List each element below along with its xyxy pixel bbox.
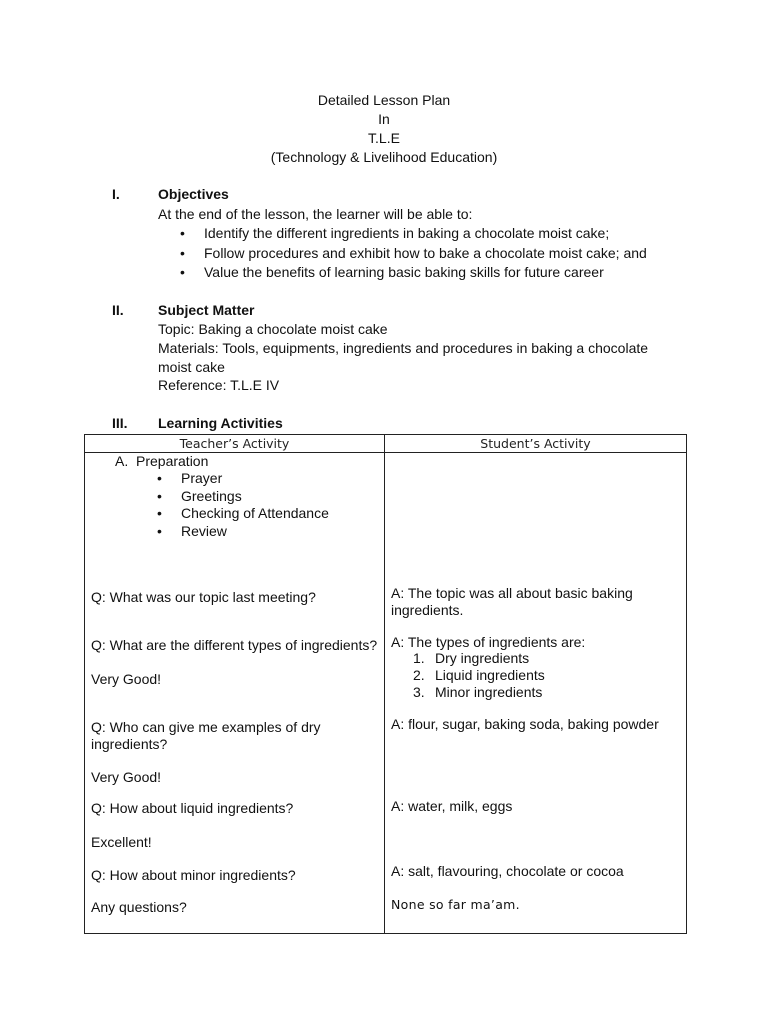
subject-reference: Reference: T.L.E IV [158, 377, 280, 393]
teacher-question: Q: How about liquid ingredients? [91, 800, 294, 816]
section-number-objectives: I. [112, 186, 120, 202]
ingredient-type-item: 1. Dry ingredients [413, 650, 530, 666]
student-answer: A: water, milk, eggs [391, 798, 513, 814]
ingredient-type-item: 2. Liquid ingredients [413, 667, 545, 683]
objectives-list [180, 224, 647, 283]
teacher-praise: Very Good! [91, 769, 162, 785]
section-title-objectives: Objectives [158, 186, 229, 202]
preparation-label: A. [115, 453, 129, 469]
objective-item: • Identify the different ingredients in baking a chocolate moist cake; [180, 224, 647, 244]
teacher-question: Q: What are the different types of ingredients? [91, 637, 378, 653]
title-line-1: Detailed Lesson Plan [317, 92, 451, 108]
title-line-3: T.L.E [368, 130, 400, 146]
section-number-subject-matter: II. [112, 302, 124, 318]
student-answer-cont: ingredients. [391, 602, 464, 618]
preparation-item: • Review [157, 523, 329, 541]
teacher-question: Any questions? [91, 899, 187, 915]
preparation-item: • Prayer [157, 470, 329, 488]
teacher-question-cont: ingredients? [91, 736, 168, 752]
teacher-activity-cell [85, 453, 385, 934]
activities-table [84, 434, 687, 934]
objectives-intro: At the end of the lesson, the learner will be able to: [158, 206, 473, 222]
subject-materials-line-1: Materials: Tools, equipments, ingredients and procedures in baking a chocolate [158, 340, 649, 356]
objective-item: • Value the benefits of learning basic baking skills for future career [180, 263, 647, 283]
section-title-learning-activities: Learning Activities [158, 415, 283, 431]
preparation-item: • Checking of Attendance [157, 505, 329, 523]
student-answer: A: The topic was all about basic baking [391, 585, 633, 601]
objective-item: • Follow procedures and exhibit how to bake a chocolate moist cake; and [180, 244, 647, 264]
teacher-praise: Very Good! [91, 671, 162, 687]
column-header-teacher: Teacher’s Activity [85, 435, 385, 453]
ingredient-type-item: 3. Minor ingredients [413, 684, 543, 700]
student-activity-cell [385, 453, 687, 934]
preparation-list [157, 470, 329, 540]
teacher-question: Q: How about minor ingredients? [91, 867, 296, 883]
teacher-question: Q: What was our topic last meeting? [91, 589, 316, 605]
preparation-item: • Greetings [157, 488, 329, 506]
section-number-learning-activities: III. [112, 415, 128, 431]
teacher-question: Q: Who can give me examples of dry [91, 719, 321, 735]
subject-materials-line-2: moist cake [158, 359, 225, 375]
student-answer: None so far ma’am. [391, 897, 520, 912]
section-title-subject-matter: Subject Matter [158, 302, 255, 318]
title-line-2: In [378, 111, 390, 127]
student-answer: A: The types of ingredients are: [391, 634, 586, 650]
student-answer: A: flour, sugar, baking soda, baking powder [391, 716, 659, 732]
student-answer: A: salt, flavouring, chocolate or cocoa [391, 863, 624, 879]
column-header-student: Student’s Activity [385, 435, 687, 453]
teacher-praise: Excellent! [91, 834, 152, 850]
subject-topic: Topic: Baking a chocolate moist cake [158, 321, 388, 337]
preparation-title: Preparation [136, 453, 209, 469]
title-line-4: (Technology & Livelihood Education) [270, 149, 498, 165]
ingredient-types-list [413, 650, 545, 701]
